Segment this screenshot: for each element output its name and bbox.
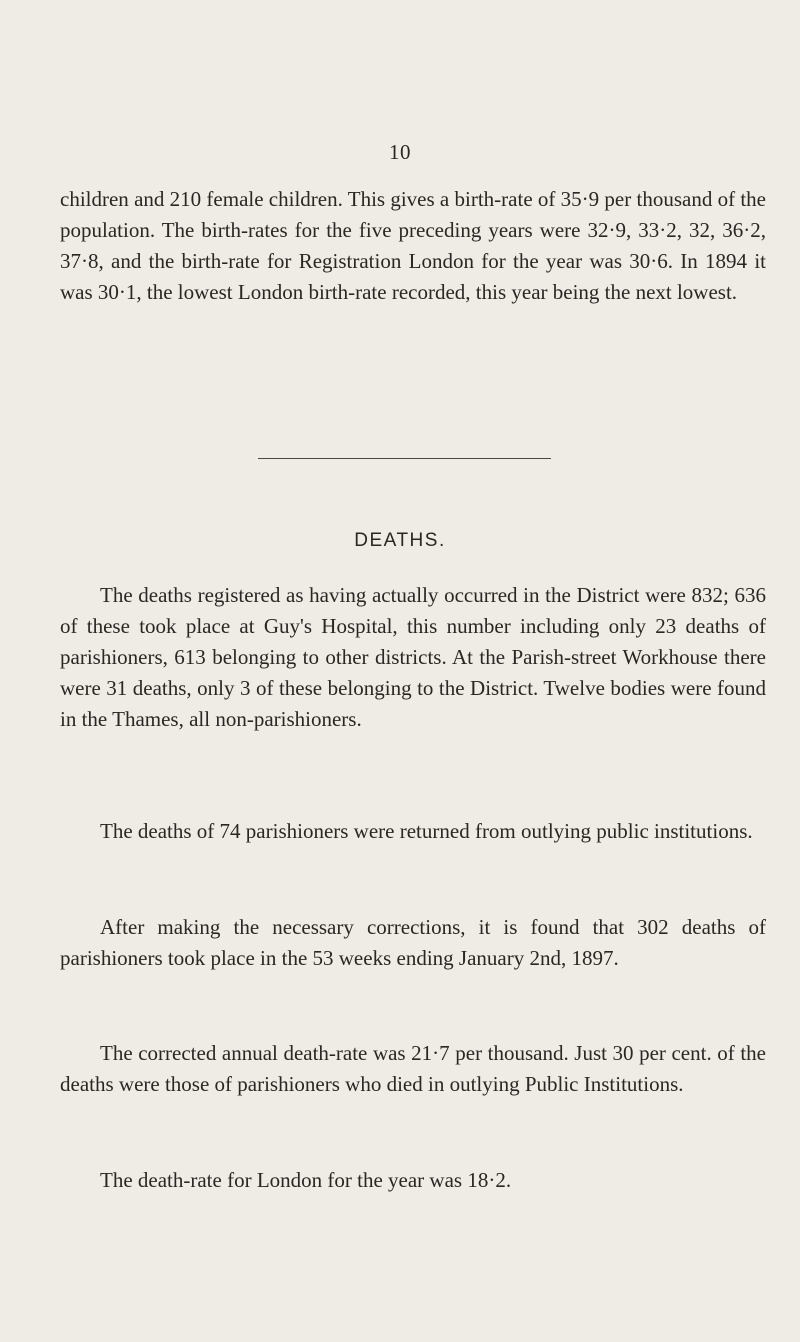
london-death-rate-paragraph: The death-rate for London for the year was 18·2.: [100, 1168, 512, 1192]
section-divider: [258, 458, 551, 459]
page-number: 10: [389, 140, 411, 164]
deaths-registered-paragraph: The deaths registered as having actually occurred in the District were 832; 636 of these took place at Guy's Hospital, this number including only 23 deaths of parishioners, 613 belonging to other districts. At the Parish-street Workhouse there were 31 deaths, only 3 of these belonging to the District. Twelve bodies were found in the Thames, all non-parishioners.: [60, 583, 766, 731]
corrected-death-rate-paragraph: The corrected annual death-rate was 21·7 per thousand. Just 30 per cent. of the deaths were those of parishioners who died in outlying Public Institutions.: [60, 1041, 766, 1096]
corrections-paragraph: After making the necessary corrections, it is found that 302 deaths of parishioners took place in the 53 weeks ending January 2nd, 1897.: [60, 915, 766, 970]
deaths-heading: DEATHS.: [354, 530, 446, 551]
birth-rate-paragraph: children and 210 female children. This gives a birth-rate of 35·9 per thousand of the population. The birth-rates for the five preceding years were 32·9, 33·2, 32, 36·2, 37·8, and the birth-rate for Registration London for the year was 30·6. In 1894 it was 30·1, the lowest London birth-rate recorded, this year being the next lowest.: [60, 187, 766, 304]
outlying-deaths-paragraph: The deaths of 74 parishioners were returned from outlying public institutions.: [100, 819, 753, 843]
